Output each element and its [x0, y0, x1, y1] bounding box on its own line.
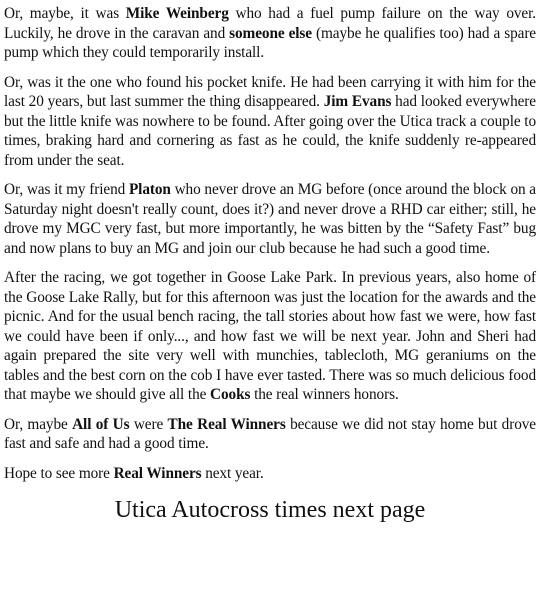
- article-body: [4, 4, 536, 483]
- bold-name: Platon: [128, 181, 171, 198]
- text-run: Or, maybe, it was: [4, 5, 126, 22]
- bold-name: Cooks: [210, 386, 251, 403]
- paragraph: [4, 180, 536, 258]
- text-run: were: [129, 415, 168, 433]
- document-page: [4, 4, 536, 523]
- text-run: Or, maybe: [4, 415, 73, 433]
- paragraph: [4, 415, 536, 454]
- text-run: who had a fuel pump failure on the way over. Luckily, he drove in the caravan and: [4, 5, 536, 42]
- next-page-note: Utica Autocross times next page: [114, 497, 426, 523]
- paragraph: [4, 4, 536, 63]
- text-run: After the racing, we got together in Goose Lake Park. In previous years, also home of the Goose Lake Rally, but for this afternoon was just the location for the awards and the picnic. And for the usual bench racing, the tall stories about how fast we were, how fast we could have been if only..., and how fast we will be next year. John and Sheri had again prepared the site very well with munchies, tablecloth, MG geraniums on the tables and the best corn on the cob I have ever tasted. There was so much delicious food that maybe we should give all the: [4, 269, 536, 403]
- text-run: because we did not stay home but drove fast and safe and had a good time.: [4, 415, 536, 452]
- text-run: (maybe he qualifies too) had a spare pump which they could temporarily install.: [4, 24, 536, 61]
- paragraph: [4, 73, 536, 171]
- bold-name: Mike Weinberg: [125, 5, 229, 22]
- text-run: had looked everywhere but the little knife was nowhere to be found. After going over the Utica track a couple to times, braking hard and cornering as fast as he could, the knife suddenly re-appeared from under the seat.: [4, 93, 536, 169]
- text-run: the real winners honors.: [250, 386, 399, 403]
- text-run: Or, was it the one who found his pocket knife. He had been carrying it with him for the last 20 years, but last summer the thing disappeared.: [4, 73, 536, 110]
- bold-name: Jim Evans: [323, 93, 392, 110]
- text-run: Hope to see more: [4, 464, 114, 482]
- text-run: next year.: [201, 464, 264, 482]
- bold-name: Real Winners: [113, 464, 202, 482]
- text-run: Or, was it my friend: [4, 181, 129, 198]
- paragraph: [4, 464, 536, 484]
- text-run: who never drove an MG before (once around the block on a Saturday night doesn't really count, does it?) and never drove a RHD car either; still, he drove my MGC very fast, but more importantly, he was bitten by the “Safety Fast” bug and now plans to buy an MG and join our club because he had such a good time.: [4, 181, 536, 257]
- bold-name: The Real Winners: [167, 415, 286, 433]
- paragraph: [4, 268, 536, 405]
- bold-name: someone else: [229, 24, 312, 42]
- bold-name: All of Us: [72, 415, 130, 433]
